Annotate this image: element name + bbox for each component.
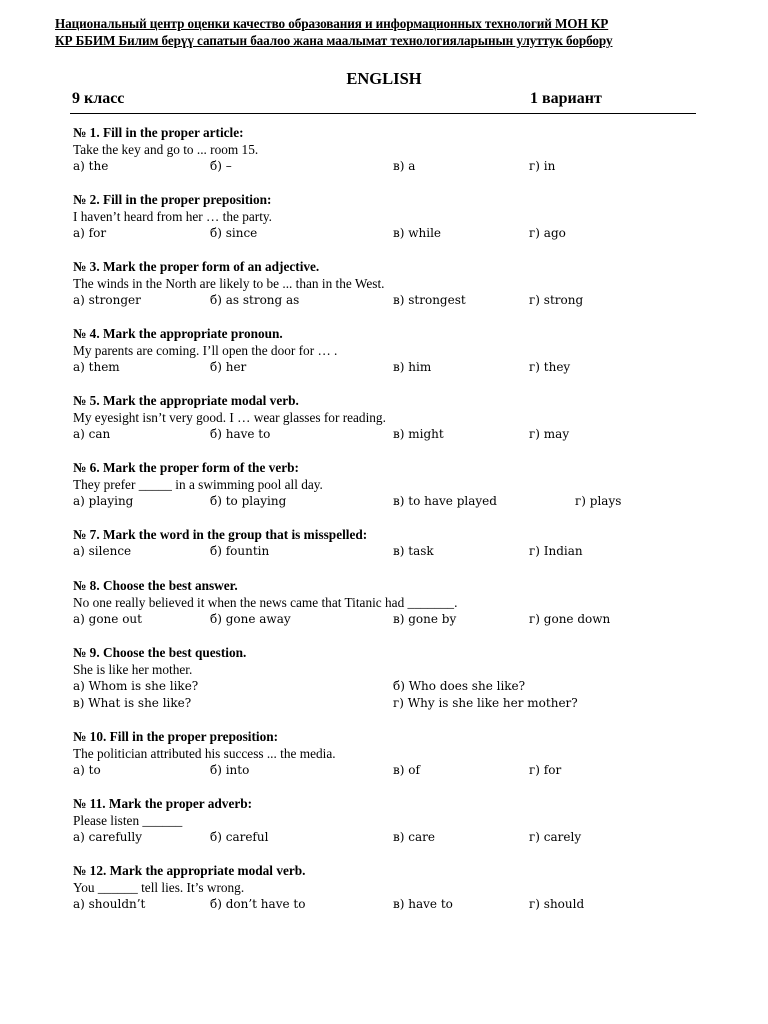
question-title: № 1. Fill in the proper article: xyxy=(73,125,244,140)
option-b[interactable]: б) to playing xyxy=(210,494,287,508)
option-c[interactable]: в) him xyxy=(393,360,432,374)
question-3 xyxy=(73,258,713,309)
option-c[interactable]: в) while xyxy=(393,226,442,240)
option-c[interactable]: в) care xyxy=(393,830,435,844)
option-d[interactable]: г) strong xyxy=(529,293,584,307)
header-line-1: Национальный центр оценки качество образования и информационных технологий МОН КР xyxy=(55,16,609,31)
header-divider xyxy=(70,113,696,114)
question-stem: She is like her mother. xyxy=(73,662,193,677)
option-c[interactable]: в) might xyxy=(393,427,444,441)
option-c[interactable]: в) strongest xyxy=(393,293,466,307)
option-a[interactable]: а) for xyxy=(73,226,107,240)
answer-options-row-1 xyxy=(73,678,713,695)
question-11 xyxy=(73,795,713,846)
option-c[interactable]: в) What is she like? xyxy=(73,696,192,710)
option-d[interactable]: г) for xyxy=(529,763,562,777)
question-12 xyxy=(73,862,713,913)
option-a[interactable]: а) the xyxy=(73,159,109,173)
answer-options xyxy=(73,225,713,242)
option-a[interactable]: а) carefully xyxy=(73,830,142,844)
option-d[interactable]: г) they xyxy=(529,360,571,374)
question-2 xyxy=(73,191,713,242)
question-title: № 6. Mark the proper form of the verb: xyxy=(73,460,299,475)
question-title: № 2. Fill in the proper preposition: xyxy=(73,192,272,207)
question-title: № 11. Mark the proper adverb: xyxy=(73,796,253,811)
option-d[interactable]: г) should xyxy=(529,897,585,911)
option-d[interactable]: г) gone down xyxy=(529,612,611,626)
answer-options xyxy=(73,359,713,376)
question-9 xyxy=(73,644,713,712)
answer-options xyxy=(73,896,713,913)
question-10 xyxy=(73,728,713,779)
option-c[interactable]: в) a xyxy=(393,159,416,173)
question-stem: No one really believed it when the news came that Titanic had _______. xyxy=(73,595,458,610)
option-a[interactable]: а) Whom is she like? xyxy=(73,679,199,693)
header-line-2: КР ББИМ Билим берүү сапатын баалоо жана маалымат технологияларынын улуттук борбору xyxy=(55,33,613,48)
question-5 xyxy=(73,392,713,443)
question-title: № 7. Mark the word in the group that is misspelled: xyxy=(73,527,368,542)
question-6 xyxy=(73,459,713,510)
question-stem: The winds in the North are likely to be ... than in the West. xyxy=(73,276,385,291)
option-a[interactable]: а) gone out xyxy=(73,612,142,626)
question-8 xyxy=(73,577,713,628)
option-a[interactable]: а) them xyxy=(73,360,120,374)
option-d[interactable]: г) in xyxy=(529,159,556,173)
question-title: № 4. Mark the appropriate pronoun. xyxy=(73,326,283,341)
answer-options-row-2 xyxy=(73,695,713,712)
option-d[interactable]: г) ago xyxy=(529,226,566,240)
option-d[interactable]: г) plays xyxy=(575,494,622,508)
answer-options xyxy=(73,292,713,309)
question-title: № 10. Fill in the proper preposition: xyxy=(73,729,279,744)
answer-options xyxy=(73,762,713,779)
option-b[interactable]: б) Who does she like? xyxy=(393,679,526,693)
option-b[interactable]: б) fountin xyxy=(210,544,270,558)
option-a[interactable]: а) playing xyxy=(73,494,134,508)
question-stem: Take the key and go to ... room 15. xyxy=(73,142,259,157)
option-c[interactable]: в) to have played xyxy=(393,494,497,508)
question-stem: The politician attributed his success ... the media. xyxy=(73,746,336,761)
option-d[interactable]: г) Indian xyxy=(529,544,583,558)
option-a[interactable]: а) can xyxy=(73,427,111,441)
answer-options xyxy=(73,611,713,628)
option-a[interactable]: а) to xyxy=(73,763,101,777)
option-b[interactable]: б) have to xyxy=(210,427,271,441)
option-c[interactable]: в) gone by xyxy=(393,612,457,626)
option-b[interactable]: б) as strong as xyxy=(210,293,300,307)
option-c[interactable]: в) task xyxy=(393,544,434,558)
question-stem: Please listen ______ xyxy=(73,813,183,828)
variant-label: 1 вариант xyxy=(530,90,602,107)
option-d[interactable]: г) may xyxy=(529,427,570,441)
answer-options xyxy=(73,426,713,443)
question-title: № 12. Mark the appropriate modal verb. xyxy=(73,863,306,878)
option-a[interactable]: а) shouldn’t xyxy=(73,897,146,911)
question-stem: I haven’t heard from her … the party. xyxy=(73,209,273,224)
question-1 xyxy=(73,124,713,175)
option-d[interactable]: г) Why is she like her mother? xyxy=(393,696,578,710)
subject-title: ENGLISH xyxy=(346,69,422,88)
grade-label: 9 класс xyxy=(72,90,125,107)
option-b[interactable]: б) – xyxy=(210,159,232,173)
question-4 xyxy=(73,325,713,376)
option-c[interactable]: в) have to xyxy=(393,897,453,911)
option-b[interactable]: б) her xyxy=(210,360,247,374)
question-stem: You ______ tell lies. It’s wrong. xyxy=(73,880,245,895)
answer-options xyxy=(73,493,713,510)
question-7 xyxy=(73,526,713,560)
question-stem: They prefer _____ in a swimming pool all day. xyxy=(73,477,323,492)
question-title: № 3. Mark the proper form of an adjective. xyxy=(73,259,320,274)
option-d[interactable]: г) carely xyxy=(529,830,582,844)
question-title: № 8. Choose the best answer. xyxy=(73,578,238,593)
question-stem: My parents are coming. I’ll open the door for … . xyxy=(73,343,338,358)
option-b[interactable]: б) since xyxy=(210,226,258,240)
question-title: № 5. Mark the appropriate modal verb. xyxy=(73,393,299,408)
option-b[interactable]: б) careful xyxy=(210,830,269,844)
option-b[interactable]: б) gone away xyxy=(210,612,291,626)
answer-options xyxy=(73,158,713,175)
answer-options xyxy=(73,829,713,846)
question-stem: My eyesight isn’t very good. I … wear glasses for reading. xyxy=(73,410,386,425)
option-a[interactable]: а) stronger xyxy=(73,293,141,307)
option-a[interactable]: а) silence xyxy=(73,544,132,558)
option-b[interactable]: б) into xyxy=(210,763,250,777)
question-title: № 9. Choose the best question. xyxy=(73,645,247,660)
answer-options xyxy=(73,543,713,560)
option-b[interactable]: б) don’t have to xyxy=(210,897,306,911)
option-c[interactable]: в) of xyxy=(393,763,420,777)
